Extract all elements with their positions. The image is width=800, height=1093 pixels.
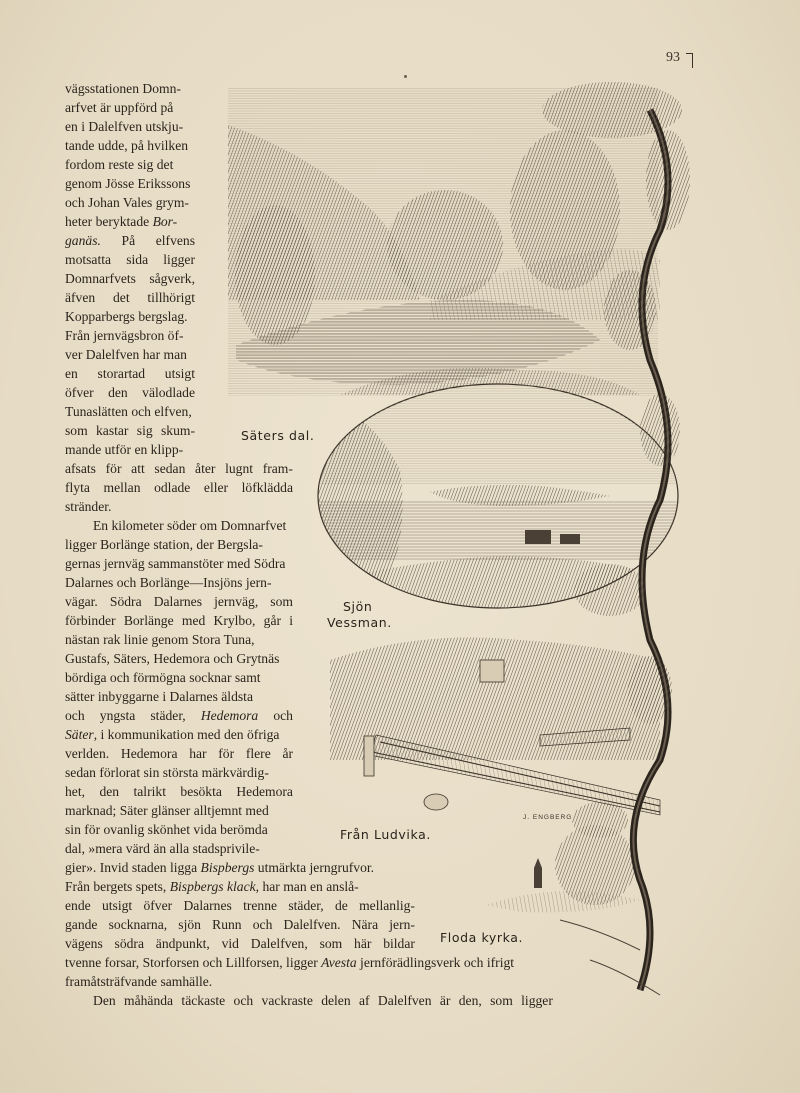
text-word: de [334,898,348,913]
engraver-signature: J. ENGBERG [523,814,573,821]
text-word: eller [203,480,229,495]
text-line [65,783,293,801]
text-line [65,688,253,706]
text-word: lugnt [225,461,254,476]
text-segment: Avesta [321,955,357,970]
caption-vessman: Vessman. [327,615,392,630]
text-segment: ligger Borlänge station, der Bergsla- [65,537,263,552]
text-segment: tvenne forsar, Storforsen och Lillforsen, ligger [65,955,322,970]
text-line [65,954,514,972]
text-segment: vägsstationen Domn- [65,81,181,96]
text-word: kastar [96,423,129,438]
text-word: afsats [65,461,96,476]
text-word: Dalelfven [377,993,432,1008]
text-word: för [105,461,122,476]
text-line [65,973,212,991]
text-segment: sin för ovanlig skönhet vida berömda [65,822,268,837]
printer-mark [404,75,407,78]
text-word: verlden. [65,746,110,761]
text-word: och [233,993,254,1008]
text-word: måhända [124,993,174,1008]
text-segment: marknad; Säter glänser alltjemnt med [65,803,269,818]
page-number-bracket [686,53,693,68]
text-word: löfklädda [241,480,293,495]
text-word: odlade [154,480,191,495]
floda-kyrka-engraving [486,825,640,913]
text-word: vägens [65,936,103,951]
text-line [65,308,188,326]
text-line [65,194,189,212]
text-line [65,289,195,307]
text-word: Dalarnes [153,594,202,609]
text-segment: mande utför en klipp- [65,442,184,457]
text-line [65,612,293,630]
text-word: flere [245,746,271,761]
caption-floda-kyrka: Floda kyrka. [440,930,524,945]
text-line [65,764,269,782]
text-word: Nära [351,917,379,932]
text-word: städer, [150,708,186,723]
text-word: det [113,290,130,305]
text-word: äfven [65,290,96,305]
text-word: jern- [389,917,415,932]
text-segment: genom Jösse Erikssons [65,176,191,191]
text-line [65,80,181,98]
text-word: besökta [180,784,222,799]
text-word: den [108,385,128,400]
text-segment: dal, »mera värd än alla stadsprivile- [65,841,260,856]
text-segment: sätter inbyggarne i Dalarnes äldsta [65,689,253,704]
text-segment: Gustafs, Säters, Hedemora och Grytnäs [65,651,280,666]
text-segment: utmärkta jerngrufvor. [254,860,375,875]
text-word: en [65,366,78,381]
text-word: vackraste [261,993,313,1008]
text-line [65,840,260,858]
text-word: skum- [161,423,195,438]
text-line [65,346,187,364]
text-word: mellan [103,480,141,495]
text-segment: Bispbergs [200,860,255,875]
text-word: sjön [178,917,201,932]
text-word: het, [65,784,86,799]
page-number: 93 [666,50,680,65]
text-segment: arfvet är uppförd på [65,100,174,115]
text-word: Dalelfven, [250,936,308,951]
text-word: Hedemora [120,746,178,761]
text-line [65,156,173,174]
text-word: för [218,746,235,761]
text-segment: jernförädlingsverk och ifrigt [356,955,515,970]
text-word: den, [458,993,482,1008]
text-segment: en i Dalelfven utskju- [65,119,184,134]
text-word: ganäs. [65,233,101,248]
text-word: Dalelfven. [283,917,341,932]
text-word: Den [93,993,116,1008]
text-word: talrikt [133,784,166,799]
text-segment: Kopparbergs bergslag. [65,309,188,324]
text-line [65,536,263,554]
text-word: den [99,784,120,799]
caption-sjon: Sjön [343,599,373,614]
text-word: jernväg, [214,594,259,609]
text-word: Hedemora [236,784,293,799]
text-word: som [65,423,88,438]
text-word: delen [321,993,351,1008]
text-segment: sedan förlorat sin största märkvärdig- [65,765,269,780]
text-segment: En kilometer söder om Domnarfvet [93,518,287,533]
text-line [65,821,268,839]
text-segment: och Johan Vales grym- [65,195,189,210]
text-word: har [189,746,207,761]
text-line [65,422,195,440]
text-word: elfvens [155,233,195,248]
text-word: som [319,936,343,951]
text-word: flyta [65,480,90,495]
text-word: med [181,613,206,628]
text-line [65,669,261,687]
fran-ludvika-engraving [330,638,660,816]
text-line [65,251,195,269]
caption-fran-ludvika: Från Ludvika. [340,827,431,842]
text-segment: framåtsträfvande samhälle. [65,974,213,989]
text-line [65,213,177,231]
text-line [65,593,293,611]
text-line [65,916,415,934]
text-word: vid [221,936,239,951]
text-line [65,403,192,421]
text-word: sig [136,423,153,438]
text-word: yngsta [99,708,136,723]
text-segment: ver Dalelfven har man [65,347,187,362]
text-word: sida [126,252,149,267]
text-word: sedan [154,461,186,476]
text-segment: heter beryktade [65,214,153,229]
text-word: Dalarnes [183,898,232,913]
text-segment: , har man en anslå- [255,879,359,894]
text-word: och [273,708,293,723]
text-word: Runn [212,917,242,932]
text-segment: stränder. [65,499,112,514]
text-line [65,232,195,250]
text-segment: Tunaslätten och elfven, [65,404,192,419]
text-word: Krylbo, [213,613,256,628]
text-line [65,441,183,459]
text-line [65,707,293,725]
text-line [65,631,255,649]
text-line [65,745,293,763]
text-word: fram- [262,461,293,476]
text-word: öfver [143,898,173,913]
text-line [65,859,374,877]
text-word: af [359,993,370,1008]
text-line [65,650,279,668]
text-word: På [121,233,136,248]
text-word: och [65,708,85,723]
text-word: välodlade [142,385,195,400]
text-word: bildar [383,936,415,951]
text-line [65,574,272,592]
text-segment: gier». Invid staden ligga [65,860,201,875]
text-word: städer, [288,898,324,913]
text-word: utsigt [101,898,133,913]
text-line [93,992,553,1010]
text-segment: tande udde, på hvilken [65,138,189,153]
text-segment: Bor- [152,214,178,229]
text-word: gande [65,917,98,932]
text-segment: Säter [65,727,94,742]
text-line [65,498,111,516]
text-word: förbinder [65,613,116,628]
text-word: utsigt [164,366,195,381]
text-word: i [289,613,293,628]
text-word: södra [114,936,144,951]
text-line [65,99,173,117]
text-word: trenne [243,898,278,913]
text-line [65,460,293,478]
text-segment: Bispbergs klack [169,879,256,894]
text-segment: , i kommunikation med den öfriga [93,727,280,742]
text-segment: bördiga och förmögna socknar samt [65,670,261,685]
text-word: Södra [109,594,142,609]
text-word: mellanlig- [359,898,415,913]
text-line [65,726,279,744]
text-line [65,878,359,896]
text-word: går [263,613,281,628]
text-line [65,365,195,383]
text-word: Domnarfvets [65,271,136,286]
text-word: Hedemora [200,708,259,723]
text-segment: Från bergets spets, [65,879,170,894]
text-word: vägar. [65,594,98,609]
text-line [65,384,195,402]
text-word: här [354,936,372,951]
text-word: socknarna, [108,917,168,932]
text-word: storartad [97,366,146,381]
text-line [65,137,188,155]
text-segment: gernas jernväg sammanstöter med Södra [65,556,286,571]
text-word: täckaste [181,993,226,1008]
text-word: ligger [163,252,195,267]
text-word: åter [195,461,216,476]
text-line [65,270,195,288]
text-line [65,935,415,953]
caption-saters-dal: Säters dal. [241,428,315,443]
text-line [65,118,183,136]
text-line [65,802,269,820]
text-word: ende [65,898,91,913]
text-word: att [131,461,145,476]
text-segment: fordom reste sig det [65,157,174,172]
text-segment: Från jernvägsbron öf- [65,328,184,343]
text-line [65,175,190,193]
text-word: år [282,746,293,761]
text-word: som [490,993,513,1008]
text-word: ligger [521,993,553,1008]
text-word: och [252,917,273,932]
text-line [65,479,293,497]
text-segment: nästan rak linie genom Stora Tuna, [65,632,255,647]
text-word: sågverk, [149,271,195,286]
text-line [65,555,285,573]
text-word: som [270,594,293,609]
text-word: Borlänge [123,613,174,628]
text-line [93,517,286,535]
text-word: öfver [65,385,94,400]
text-word: motsatta [65,252,112,267]
text-word: tillhörigt [147,290,195,305]
text-word: är [439,993,451,1008]
text-word: ändpunkt, [155,936,210,951]
text-line [65,897,415,915]
text-line [65,327,184,345]
text-segment: Dalarnes och Borlänge—Insjöns jern- [65,575,272,590]
